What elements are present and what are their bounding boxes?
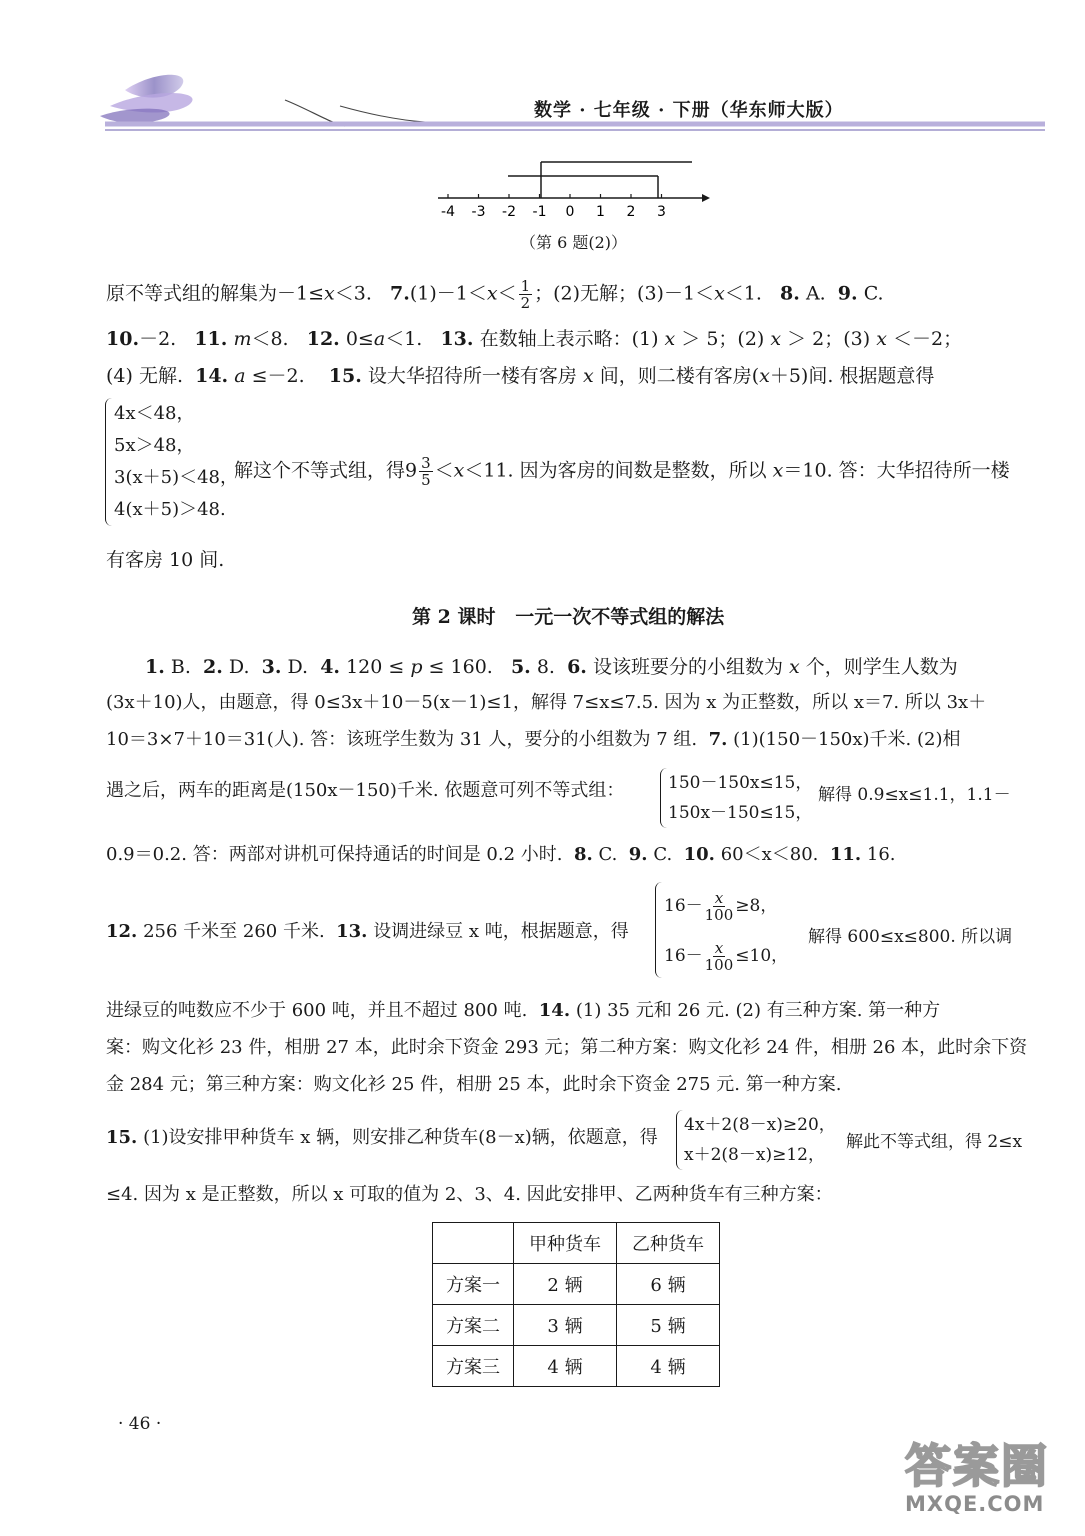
system-4-rows <box>684 1110 836 1170</box>
fraction-one-half: $\frac{1}{2}$ <box>520 277 531 312</box>
answer-line-m6: 12. 256 千米至 260 千米. 13. 设调进绿豆 x 吨，根据题意，得 <box>106 921 629 942</box>
table-cell: 方案三 <box>433 1346 514 1387</box>
answer-line-3: (4) 无解. 14. a ≤－2. 15. 设大华招待所一楼有客房 x 间，则二楼有客房(x＋5)间. 根据题意得 <box>106 365 935 387</box>
tick-label: -2 <box>502 204 516 220</box>
answer-line-m3: 10＝3×7＋10＝31(人). 答：该班学生数为 31 人，要分的小组数为 7 组. 7. (1)(150－150x)千米. (2)相 <box>106 729 961 750</box>
tick-label: 0 <box>565 204 575 220</box>
fraction-three-fifths: $\frac{3}{5}$ <box>421 454 431 489</box>
tick-label: -4 <box>441 204 455 220</box>
page-number: · 46 · <box>118 1414 162 1434</box>
watermark-url: MXQE.COM <box>905 1492 1045 1516</box>
system-1-rows <box>114 398 238 526</box>
tick-label: 2 <box>626 204 636 220</box>
system-row: 4x＋2(8－x)≥20， <box>684 1115 836 1135</box>
watermark-logo <box>905 1440 1075 1530</box>
table-cell: 4 辆 <box>514 1346 617 1387</box>
tick-label: 3 <box>657 204 666 220</box>
table-cell: 5 辆 <box>617 1305 720 1346</box>
table-row <box>433 1264 720 1305</box>
table-row <box>433 1346 720 1387</box>
answer-line-m2: (3x＋10)人，由题意，得 0≤3x＋10－5(x－1)≤1，解得 7≤x≤7.5. 因为 x 为正整数，所以 x＝7. 所以 3x＋ <box>106 692 987 713</box>
answer-line-m4a: 遇之后，两车的距离是(150x－150)千米. 依题意可列不等式组： <box>106 780 625 801</box>
table-cell <box>433 1223 514 1264</box>
inequality-system-3 <box>655 882 662 978</box>
answer-line-m6e: 解得 600≤x≤800. 所以调 <box>808 927 1013 947</box>
system-2-rows <box>668 768 812 828</box>
table-header-row <box>433 1223 720 1264</box>
system-row: 16－ $\frac{x}{100}$ ≤10， <box>664 938 789 974</box>
table-cell: 甲种货车 <box>514 1223 617 1264</box>
answer-line-5: 有客房 10 间. <box>106 549 225 571</box>
tick-label: 1 <box>596 204 605 220</box>
book-title: 数学 · 七年级 · 下册（华东师大版） <box>534 100 844 121</box>
system-row: 3(x＋5)＜48， <box>114 467 239 488</box>
answer-line-m5: 0.9＝0.2. 答：两部对讲机可保持通话的时间是 0.2 小时. 8. C. 9. C. 10. 60＜x＜80. 11. 16. <box>106 844 896 865</box>
table-cell: 3 辆 <box>514 1305 617 1346</box>
system-row: 150－150x≤15， <box>668 773 813 793</box>
system-3-rows <box>664 884 788 978</box>
inequality-system-2 <box>660 768 667 828</box>
table-cell: 2 辆 <box>514 1264 617 1305</box>
answer-line-m10c: 解此不等式组，得 2≤x <box>846 1132 1023 1152</box>
system-row: 150x－150≤15， <box>668 803 813 823</box>
number-line-figure <box>420 150 720 225</box>
answer-line-1: 原不等式组的解集为－1≤x＜3. 7.(1)－1＜x＜ $\frac{1}{2}$ ；(2)无解；(3)－1＜x＜1. 8. A. 9. C. <box>106 277 884 312</box>
system-row: 5x＞48， <box>114 435 195 456</box>
section-title: 第 2 课时 一元一次不等式组的解法 <box>412 606 725 628</box>
inequality-system-1 <box>105 398 112 526</box>
system-row: 4(x＋5)＞48. <box>114 499 226 520</box>
tick-label: -1 <box>532 204 547 220</box>
answer-line-m11: ≤4. 因为 x 是正整数，所以 x 可取的值为 2、3、4. 因此安排甲、乙两种货车有三种方案： <box>106 1184 833 1205</box>
table-cell: 方案二 <box>433 1305 514 1346</box>
answer-line-m7: 进绿豆的吨数应不少于 600 吨，并且不超过 800 吨. 14. (1) 35 元和 26 元. (2) 有三种方案. 第一种方 <box>106 1000 941 1021</box>
answer-line-m9: 金 284 元；第三种方案：购文化衫 25 件，相册 25 本，此时余下资金 275 元. 第一种方案. <box>106 1074 842 1095</box>
axis-arrow <box>702 194 710 202</box>
inequality-system-4 <box>676 1110 683 1170</box>
table-row <box>433 1305 720 1346</box>
table-cell: 4 辆 <box>617 1346 720 1387</box>
table-cell: 6 辆 <box>617 1264 720 1305</box>
table-cell: 方案一 <box>433 1264 514 1305</box>
answer-line-m8: 案：购文化衫 23 件，相册 27 本，此时余下资金 293 元；第二种方案：购文化衫 24 件，相册 26 本，此时余下资 <box>106 1037 1028 1058</box>
answer-line-m10: 15. (1)设安排甲种货车 x 辆，则安排乙种货车(8－x)辆，依题意，得 <box>106 1127 658 1148</box>
tick-label: -3 <box>471 204 486 220</box>
watermark-text: 答案圈 <box>905 1439 1049 1493</box>
system-row: x＋2(8－x)≥12， <box>684 1145 825 1165</box>
answer-line-4: 解这个不等式组，得9 $\frac{3}{5}$ ＜x＜11. 因为客房的间数是整数，所以 x＝10. 答：大华招待所一楼 <box>234 454 1010 489</box>
answer-line-m1: 1. B. 2. D. 3. D. 4. 120 ≤ p ≤ 160. 5. 8. 6. 设该班要分的小组数为 x 个，则学生人数为 <box>145 656 958 678</box>
table-cell: 乙种货车 <box>617 1223 720 1264</box>
plan-table <box>432 1222 720 1387</box>
system-row: 16－ $\frac{x}{100}$ ≥8， <box>664 888 778 924</box>
answer-line-2: 10.－2. 11. m＜8. 12. 0≤a＜1. 13. 在数轴上表示略：(1) x ＞ 5；(2) x ＞ 2；(3) x ＜－2； <box>106 328 963 350</box>
figure-caption: （第 6 题(2)） <box>520 233 628 252</box>
answer-line-m4b: 解得 0.9≤x≤1.1，1.1－ <box>818 785 1011 805</box>
system-row: 4x＜48， <box>114 403 195 424</box>
